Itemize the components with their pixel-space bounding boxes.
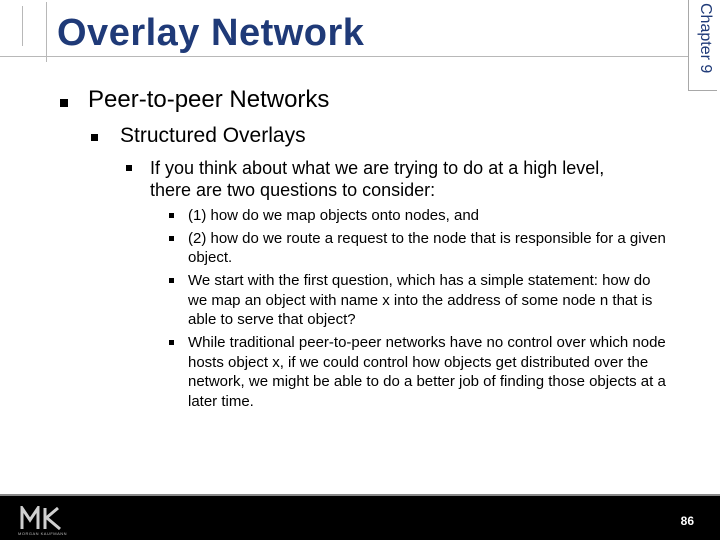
vertical-rule-right [46,2,47,62]
publisher-name: MORGAN KAUFMANN [18,531,68,536]
bullet-item-1 [169,213,174,218]
item-1-line-1: (1) how do we map objects onto nodes, and [188,207,480,224]
footer-bar [0,494,720,540]
bullet-item-3 [169,278,174,283]
item-2-line-2: object. [188,249,233,266]
footer-rule [0,494,720,496]
slide-title: Overlay Network [57,12,365,54]
item-4-line-2: hosts object x, if we could control how objects get distributed over the [188,354,649,371]
bullet-level1 [60,99,68,107]
item-3-line-1: We start with the first question, which has a simple statement: how do [188,272,651,289]
level1-heading: Peer-to-peer Networks [88,86,330,113]
bullet-level3 [126,165,132,171]
item-4-line-3: network, we might be able to do a better job of finding those objects at a [188,373,666,390]
item-3-line-2: we map an object with name x into the address of some node n that is [188,292,653,309]
item-2-line-1: (2) how do we route a request to the node that is responsible for a given [188,230,666,247]
item-4-line-1: While traditional peer-to-peer networks have no control over which node [188,334,666,351]
item-4-line-4: later time. [188,393,254,410]
page-number: 86 [680,514,694,528]
horizontal-rule-title [0,56,688,57]
level3-line-2: there are two questions to consider: [150,180,436,200]
level2-heading: Structured Overlays [120,124,306,147]
vertical-rule-left [22,6,23,46]
item-3-line-3: able to serve that object? [188,311,356,328]
bullet-item-2 [169,236,174,241]
level3-line-1: If you think about what we are trying to do at a high level, [150,158,605,178]
bullet-level2 [91,134,98,141]
bullet-item-4 [169,340,174,345]
publisher-logo [20,506,72,530]
chapter-label: Chapter 9 [697,3,714,74]
